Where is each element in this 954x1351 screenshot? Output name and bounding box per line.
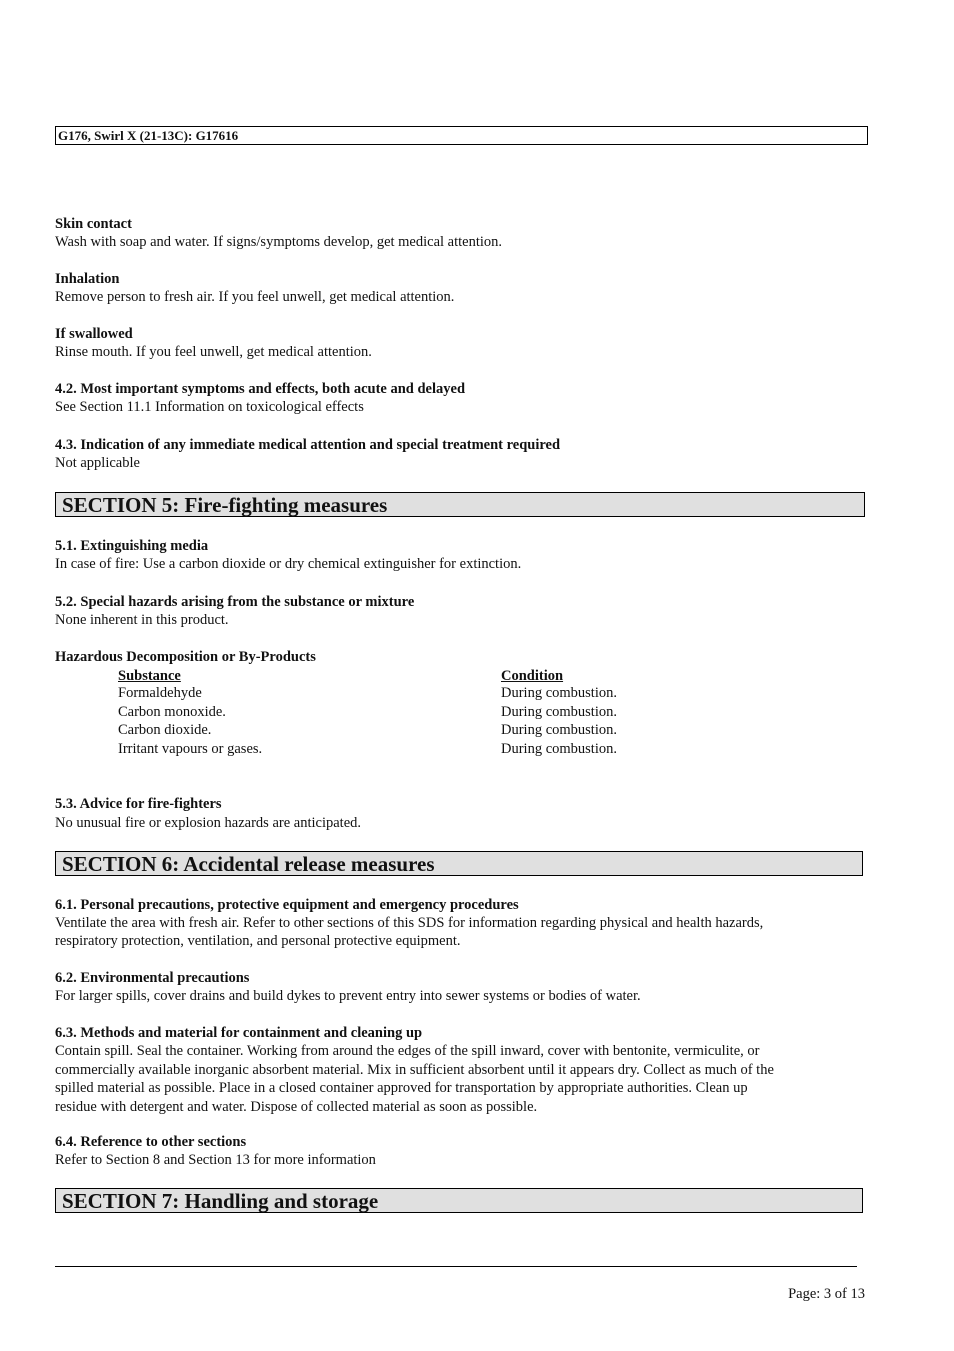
document-header-box xyxy=(55,126,868,145)
skin-contact-heading: Skin contact xyxy=(55,216,132,232)
section-7-title: SECTION 7: Handling and storage xyxy=(62,1189,379,1213)
section-5-title: SECTION 5: Fire-fighting measures xyxy=(62,493,388,517)
condition-column-header: Condition xyxy=(501,668,564,684)
section-6-3-text-line: residue with detergent and water. Dispose of collected material as soon as possible. xyxy=(55,1099,538,1115)
product-identifier: G176, Swirl X (21-13C): G17616 xyxy=(58,128,239,143)
section-5-2-heading: 5.2. Special hazards arising from the substance or mixture xyxy=(55,594,415,610)
section-5-1-heading: 5.1. Extinguishing media xyxy=(55,538,209,554)
section-5-title-bar xyxy=(55,492,865,517)
section-6-3-text-line: Contain spill. Seal the container. Working from around the edges of the spill inward, cover with bentonite, vermiculite, or xyxy=(55,1043,760,1059)
decomposition-heading: Hazardous Decomposition or By-Products xyxy=(55,649,316,665)
table-row-condition: During combustion. xyxy=(501,741,617,757)
table-row-substance: Formaldehyde xyxy=(118,685,202,701)
table-row-substance: Irritant vapours or gases. xyxy=(118,741,263,757)
section-7-title-bar xyxy=(55,1188,863,1213)
section-6-1-text-line: Ventilate the area with fresh air. Refer to other sections of this SDS for information regarding physical and health hazards, xyxy=(55,915,764,931)
page-number: Page: 3 of 13 xyxy=(788,1286,865,1302)
section-5-3-heading: 5.3. Advice for fire-fighters xyxy=(55,796,222,812)
if-swallowed-text: Rinse mouth. If you feel unwell, get medical attention. xyxy=(55,344,372,360)
inhalation-text: Remove person to fresh air. If you feel unwell, get medical attention. xyxy=(55,289,455,305)
inhalation-heading: Inhalation xyxy=(55,271,120,287)
if-swallowed-heading: If swallowed xyxy=(55,326,133,342)
section-6-title: SECTION 6: Accidental release measures xyxy=(62,852,435,876)
section-6-1-text-line: respiratory protection, ventilation, and personal protective equipment. xyxy=(55,933,461,949)
table-row-substance: Carbon monoxide. xyxy=(118,704,226,720)
section-6-title-bar xyxy=(55,851,863,876)
section-6-1-heading: 6.1. Personal precautions, protective equipment and emergency procedures xyxy=(55,897,519,913)
section-6-2-text: For larger spills, cover drains and build dykes to prevent entry into sewer systems or bodies of water. xyxy=(55,988,641,1004)
substance-column-header: Substance xyxy=(118,668,181,684)
section-6-3-text-line: commercially available inorganic absorbent material. Mix in sufficient absorbent until it appears dry. Collect as much of the xyxy=(55,1062,774,1078)
section-6-3-text-line: spilled material as possible. Place in a closed container approved for transportation by appropriate authorities. Clean up xyxy=(55,1080,748,1096)
section-4-3-text: Not applicable xyxy=(55,455,140,471)
section-6-4-heading: 6.4. Reference to other sections xyxy=(55,1134,247,1150)
section-5-3-text: No unusual fire or explosion hazards are anticipated. xyxy=(55,815,362,831)
table-row-substance: Carbon dioxide. xyxy=(118,722,212,738)
section-6-3-heading: 6.3. Methods and material for containment and cleaning up xyxy=(55,1025,423,1041)
table-row-condition: During combustion. xyxy=(501,722,617,738)
section-4-2-heading: 4.2. Most important symptoms and effects, both acute and delayed xyxy=(55,381,466,397)
section-5-1-text: In case of fire: Use a carbon dioxide or dry chemical extinguisher for extinction. xyxy=(55,556,522,572)
section-6-2-heading: 6.2. Environmental precautions xyxy=(55,970,250,986)
skin-contact-text: Wash with soap and water. If signs/symptoms develop, get medical attention. xyxy=(55,234,503,250)
table-row-condition: During combustion. xyxy=(501,685,617,701)
section-5-2-text: None inherent in this product. xyxy=(55,612,229,628)
section-4-2-text: See Section 11.1 Information on toxicological effects xyxy=(55,399,364,415)
table-row-condition: During combustion. xyxy=(501,704,617,720)
section-4-3-heading: 4.3. Indication of any immediate medical attention and special treatment required xyxy=(55,437,561,453)
footer-divider xyxy=(55,1266,857,1267)
section-6-4-text: Refer to Section 8 and Section 13 for more information xyxy=(55,1152,376,1168)
